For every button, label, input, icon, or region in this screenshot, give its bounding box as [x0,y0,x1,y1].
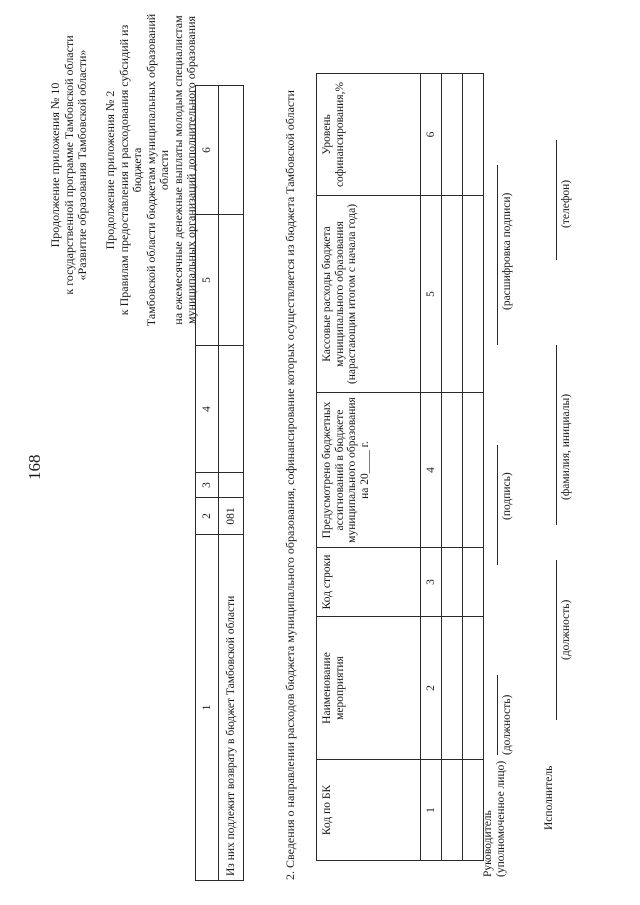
signature-line [497,445,498,565]
page-number: 168 [25,454,44,480]
rules-header: Продолжение приложения № 2 к Правилам предоставления и расходования субсидий из бюджета Тамбовской области бюджетам муниципальных образований области на ежемесячные денежные выплаты молодым специалистам муниципальных организаций дополнительного образования [103,13,198,327]
return-table: 1 2 3 4 5 6 Из них подлежит возврату в бюджет Тамбовской области 081 [195,85,244,881]
position-caption: (должность) [560,599,572,660]
head-label: Руководитель (уполномоченное лицо) [482,760,507,877]
decoding-caption: (расшифровка подписи) [501,192,513,310]
signature-line [556,345,557,525]
table-cell: Из них подлежит возврату в бюджет Тамбовской области [219,535,244,881]
table-row [463,74,484,861]
appendix-header: Продолжение приложения № 10 к государственной программе Тамбовской области «Развитие образования Тамбовской области» [48,35,89,295]
signature-line [497,165,498,345]
expenses-table: Код по БК Наименование мероприятия Код строки Предусмотрено бюджетных ассигнований в бюджете муниципального образования на 20____ г. Кассовые расходы бюджета муниципального образования (нарастающим итогом с начала года) Уровень софинансирования,% 1 2 3 4 5 6 [316,73,484,861]
section-2-heading: 2. Сведения о направлении расходов бюджета муниципального образования, софинансирование которых осуществляется из бюджета Тамбовской области [283,90,297,880]
table-row [442,74,463,861]
position-caption: (должность) [501,694,513,755]
signature-line [556,560,557,720]
signature-caption: (подпись) [501,472,513,520]
signature-line [556,140,557,260]
name-caption: (фамилия, инициалы) [560,393,572,500]
signature-line [497,675,498,755]
phone-caption: (телефон) [560,179,572,228]
executor-label: Исполнитель [543,765,555,830]
